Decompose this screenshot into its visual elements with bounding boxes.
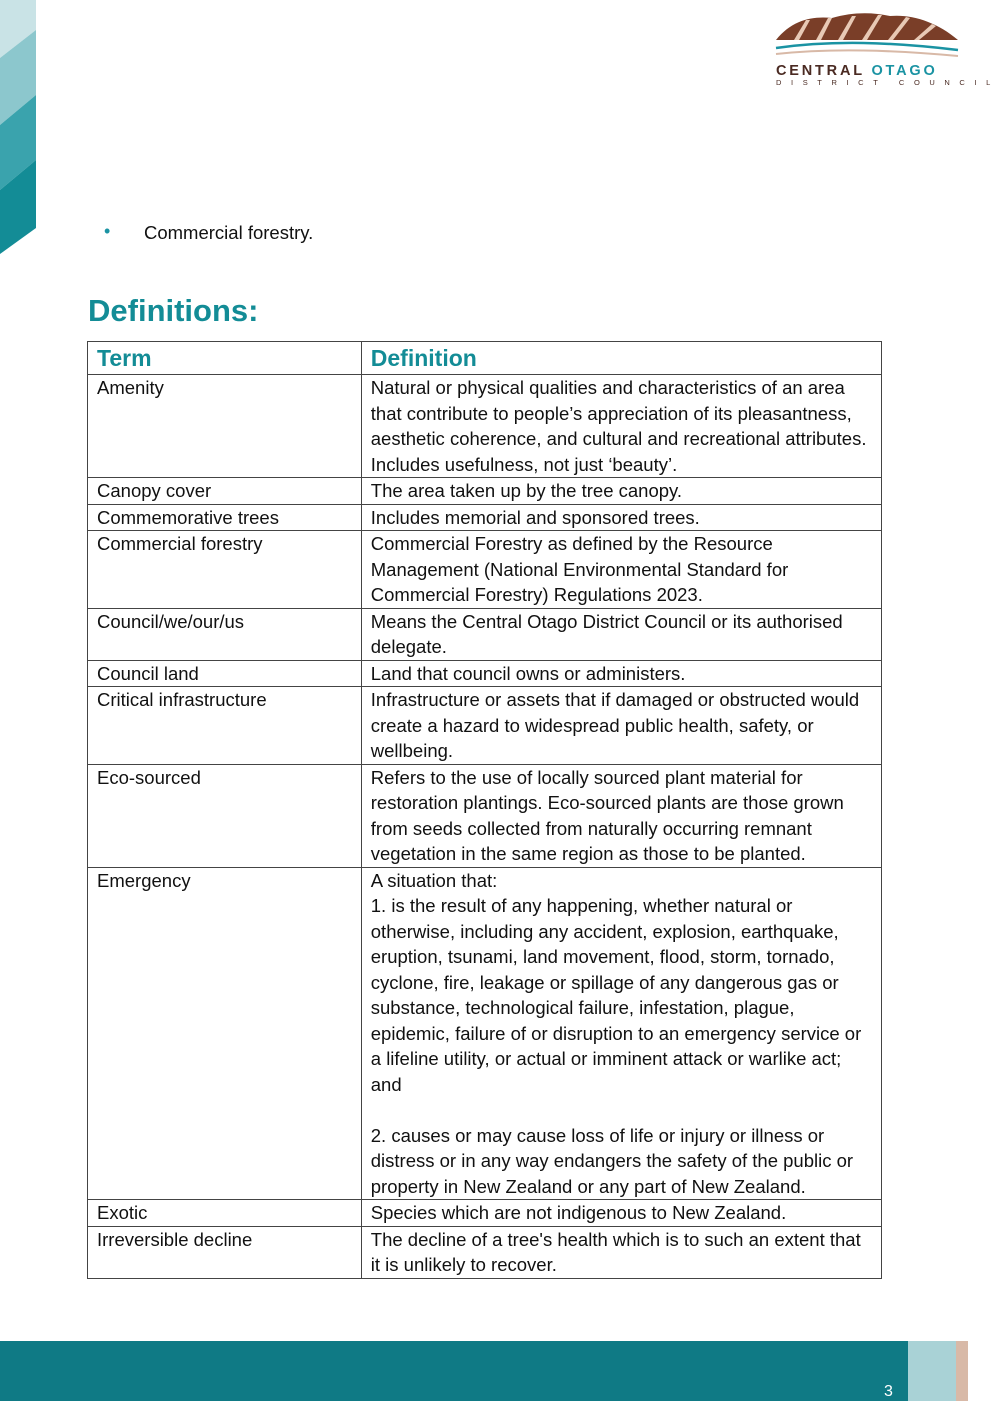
footer-tab-accent (956, 1341, 968, 1401)
table-header-row (88, 342, 882, 375)
term-cell: Exotic (88, 1200, 362, 1227)
table-row (88, 764, 882, 867)
bullet-text: Commercial forestry. (144, 222, 314, 243)
definition-cell: A situation that: 1. is the result of any happening, whether natural or otherwise, including any accident, explosion, earthquake, eruption, tsunami, land movement, flood, storm, tornado, cyclone, fire, leakage or spillage of any dangerous gas or substance, technological failure, infestation, plague, epidemic, failure of or disruption to an emergency service or a lifeline utility, or actual or imminent attack or warlike act; and 2. causes or may cause loss of life or injury or illness or distress or in any way endangers the safety of the public or property in New Zealand or any part of New Zealand. (361, 867, 881, 1200)
definition-cell: Includes memorial and sponsored trees. (361, 504, 881, 531)
definition-column-header: Definition (361, 342, 881, 375)
section-title: Definitions: (88, 293, 259, 328)
term-cell: Canopy cover (88, 478, 362, 505)
table-row (88, 478, 882, 505)
definition-cell: Land that council owns or administers. (361, 660, 881, 687)
logo-subtitle: DISTRICT COUNCIL (776, 78, 1000, 87)
term-column-header: Term (88, 342, 362, 375)
definition-cell: Species which are not indigenous to New Zealand. (361, 1200, 881, 1227)
term-cell: Irreversible decline (88, 1226, 362, 1278)
term-cell: Amenity (88, 375, 362, 478)
page-number: 3 (884, 1383, 893, 1400)
table-row (88, 504, 882, 531)
footer-tab (908, 1341, 956, 1401)
definition-cell: The decline of a tree's health which is to such an extent that it is unlikely to recover. (361, 1226, 881, 1278)
term-cell: Council/we/our/us (88, 608, 362, 660)
term-cell: Council land (88, 660, 362, 687)
table-row (88, 608, 882, 660)
logo-word-otago: OTAGO (871, 63, 938, 79)
table-row (88, 531, 882, 609)
side-decoration (0, 0, 40, 260)
logo-wordmark (776, 63, 938, 79)
definition-cell: The area taken up by the tree canopy. (361, 478, 881, 505)
footer-band (0, 1341, 968, 1401)
table-row (88, 660, 882, 687)
definition-cell: Natural or physical qualities and characteristics of an area that contribute to people’s appreciation of its pleasantness, aesthetic coherence, and cultural and recreational attributes. Includes usefulness, not just ‘beauty’. (361, 375, 881, 478)
table-row (88, 1226, 882, 1278)
definition-cell: Commercial Forestry as defined by the Resource Management (National Environmental Standard for Commercial Forestry) Regulations 2023. (361, 531, 881, 609)
table-row (88, 1200, 882, 1227)
logo-word-central: CENTRAL (776, 63, 865, 79)
definition-cell: Infrastructure or assets that if damaged or obstructed would create a hazard to widespread public health, safety, or wellbeing. (361, 687, 881, 765)
definition-cell: Means the Central Otago District Council or its authorised delegate. (361, 608, 881, 660)
bullet-dot-icon: • (104, 221, 111, 241)
term-cell: Emergency (88, 867, 362, 1200)
table-row (88, 687, 882, 765)
definition-cell: Refers to the use of locally sourced plant material for restoration plantings. Eco-sourced plants are those grown from seeds collected from naturally occurring remnant vegetation in the same region as those to be planted. (361, 764, 881, 867)
definitions-table (87, 341, 882, 1279)
table-row (88, 867, 882, 1200)
term-cell: Commemorative trees (88, 504, 362, 531)
term-cell: Eco-sourced (88, 764, 362, 867)
term-cell: Critical infrastructure (88, 687, 362, 765)
table-row (88, 375, 882, 478)
term-cell: Commercial forestry (88, 531, 362, 609)
